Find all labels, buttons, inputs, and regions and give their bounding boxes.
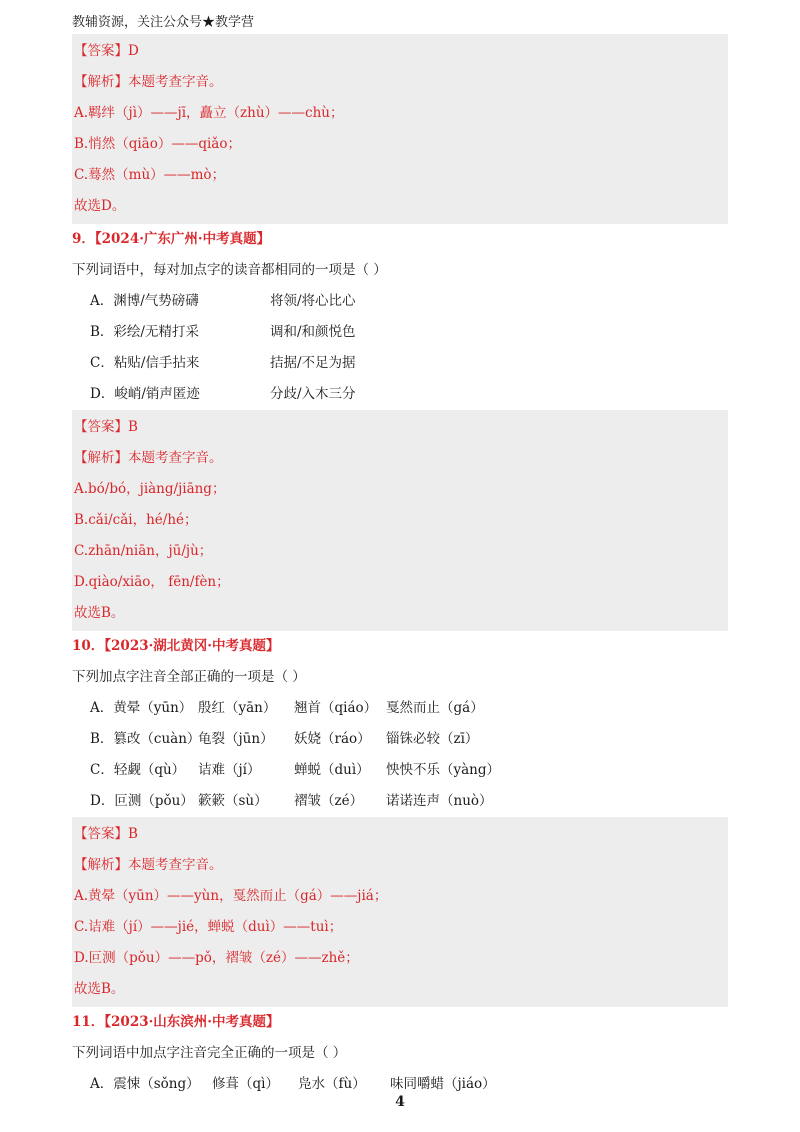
header-text: 教辅资源，关注公众号★教学营 bbox=[72, 15, 255, 30]
question-10-option-d bbox=[72, 786, 728, 817]
option-text: 怏怏不乐（yàng） bbox=[386, 762, 501, 778]
question-9-stem: 下列词语中，每对加点字的读音都相同的一项是（ ） bbox=[72, 262, 387, 278]
question-11 bbox=[72, 1007, 728, 1100]
question-11-stem: 下列词语中加点字注音完全正确的一项是（ ） bbox=[72, 1045, 347, 1061]
option-text: 戛然而止（gá） bbox=[386, 700, 484, 716]
option-text: 诘难（jí） bbox=[198, 762, 261, 778]
option-text: 簌簌（sù） bbox=[198, 793, 268, 809]
analysis-line: A.黄晕（yūn）——yùn，戛然而止（gá）——jiá； bbox=[74, 888, 388, 904]
option-text: 调和/和颜悦色 bbox=[270, 324, 356, 340]
option-text: 诺诺连声（nuò） bbox=[386, 793, 493, 809]
analysis-line: A.羁绊（jì）——jī，矗立（zhù）——chù； bbox=[74, 105, 344, 121]
option-text: 蝉蜕（duì） bbox=[294, 762, 370, 778]
analysis-line: D.叵测（pǒu）——pǒ，褶皱（zé）——zhě； bbox=[74, 950, 359, 966]
question-9-title: 9．【2024·广东广州·中考真题】 bbox=[72, 231, 271, 247]
analysis-line: B.cǎi/cǎi，hé/hé； bbox=[74, 512, 198, 528]
question-9 bbox=[72, 224, 728, 410]
analysis-line: D.qiào/xiāo， fēn/fèn； bbox=[74, 574, 230, 590]
answer-label: 【答案】D bbox=[74, 43, 139, 59]
page-header bbox=[72, 12, 728, 35]
option-text: A．渊博/气势磅礴 bbox=[90, 293, 199, 309]
analysis-conclusion: 故选B。 bbox=[74, 981, 125, 997]
answer-block-8 bbox=[72, 34, 728, 224]
option-text: C．轻觑（qù） bbox=[90, 762, 186, 778]
option-text: 妖娆（ráo） bbox=[294, 731, 371, 747]
option-text: 修葺（qì） bbox=[212, 1076, 279, 1092]
page-number: 4 bbox=[395, 1094, 405, 1110]
option-text: 味同嚼蜡（jiáo） bbox=[390, 1076, 496, 1092]
option-text: B．篡改（cuàn） bbox=[90, 731, 201, 747]
option-text: C．粘贴/信手拈来 bbox=[90, 355, 200, 371]
question-10-option-b bbox=[72, 724, 728, 755]
answer-block-10 bbox=[72, 817, 728, 1007]
option-text: 拮据/不足为据 bbox=[270, 355, 356, 371]
option-text: D．峻峭/销声匿迹 bbox=[90, 386, 200, 402]
answer-label: 【答案】B bbox=[74, 419, 138, 435]
analysis-conclusion: 故选D。 bbox=[74, 198, 126, 214]
option-text: 褶皱（zé） bbox=[294, 793, 364, 809]
question-9-option-d bbox=[72, 379, 728, 410]
question-10 bbox=[72, 631, 728, 817]
question-10-title: 10．【2023·湖北黄冈·中考真题】 bbox=[72, 638, 280, 654]
question-10-option-c bbox=[72, 755, 728, 786]
analysis-label: 【解析】本题考查字音。 bbox=[74, 74, 223, 90]
option-text: 凫水（fù） bbox=[298, 1076, 366, 1092]
option-text: 锱铢必较（zī） bbox=[386, 731, 479, 747]
option-text: 翘首（qiáo） bbox=[294, 700, 378, 716]
page-content bbox=[72, 34, 728, 1100]
analysis-line: A.bó/bó，jiàng/jiāng； bbox=[74, 481, 226, 497]
question-9-option-a bbox=[72, 286, 728, 317]
question-9-option-c bbox=[72, 348, 728, 379]
question-10-option-a bbox=[72, 693, 728, 724]
analysis-conclusion: 故选B。 bbox=[74, 605, 125, 621]
question-11-title: 11．【2023·山东滨州·中考真题】 bbox=[72, 1014, 280, 1030]
analysis-line: B.悄然（qiāo）——qiǎo； bbox=[74, 136, 241, 152]
option-text: D．叵测（pǒu） bbox=[90, 793, 194, 809]
answer-label: 【答案】B bbox=[74, 826, 138, 842]
question-10-stem: 下列加点字注音全部正确的一项是（ ） bbox=[72, 669, 306, 685]
option-text: 殷红（yān） bbox=[198, 700, 277, 716]
analysis-line: C.诘难（jí）——jié，蝉蜕（duì）——tuì； bbox=[74, 919, 343, 935]
answer-block-9 bbox=[72, 410, 728, 631]
analysis-label: 【解析】本题考查字音。 bbox=[74, 857, 223, 873]
option-text: 分歧/入木三分 bbox=[270, 386, 356, 402]
question-9-option-b bbox=[72, 317, 728, 348]
analysis-label: 【解析】本题考查字音。 bbox=[74, 450, 223, 466]
option-text: B．彩绘/无精打采 bbox=[90, 324, 199, 340]
option-text: A．震悚（sǒng） bbox=[90, 1076, 200, 1092]
option-text: 龟裂（jūn） bbox=[198, 731, 274, 747]
analysis-line: C.蓦然（mù）——mò； bbox=[74, 167, 226, 183]
option-text: 将领/将心比心 bbox=[270, 293, 356, 309]
option-text: A．黄晕（yūn） bbox=[90, 700, 193, 716]
analysis-line: C.zhān/niān，jū/jù； bbox=[74, 543, 213, 559]
